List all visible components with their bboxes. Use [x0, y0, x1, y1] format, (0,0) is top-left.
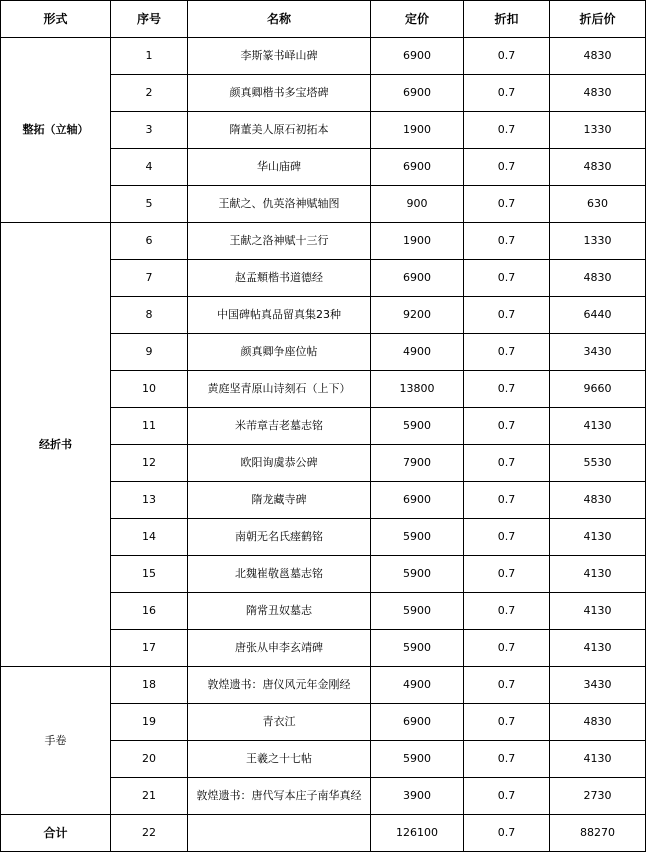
final-price-cell: 1330 [550, 223, 646, 260]
seq-cell: 12 [111, 445, 188, 482]
final-price-cell: 2730 [550, 778, 646, 815]
seq-cell: 1 [111, 38, 188, 75]
seq-cell: 9 [111, 334, 188, 371]
price-cell: 5900 [371, 556, 464, 593]
seq-cell: 2 [111, 75, 188, 112]
name-cell: 王献之洛神赋十三行 [188, 223, 371, 260]
total-name-cell [188, 815, 371, 852]
final-price-cell: 4830 [550, 260, 646, 297]
name-cell: 颜真卿争座位帖 [188, 334, 371, 371]
name-cell: 隋龙藏寺碑 [188, 482, 371, 519]
name-cell: 赵孟頫楷书道德经 [188, 260, 371, 297]
price-cell: 6900 [371, 38, 464, 75]
name-cell: 王羲之十七帖 [188, 741, 371, 778]
price-cell: 6900 [371, 149, 464, 186]
final-price-cell: 4830 [550, 75, 646, 112]
price-cell: 4900 [371, 667, 464, 704]
total-row [1, 815, 646, 852]
final-price-cell: 9660 [550, 371, 646, 408]
table-row [1, 223, 646, 260]
discount-cell: 0.7 [464, 371, 550, 408]
price-cell: 4900 [371, 334, 464, 371]
discount-cell: 0.7 [464, 482, 550, 519]
discount-cell: 0.7 [464, 112, 550, 149]
final-price-cell: 4130 [550, 741, 646, 778]
final-price-cell: 6440 [550, 297, 646, 334]
seq-cell: 10 [111, 371, 188, 408]
discount-cell: 0.7 [464, 741, 550, 778]
header-form: 形式 [1, 1, 111, 38]
name-cell: 隋常丑奴墓志 [188, 593, 371, 630]
name-cell: 敦煌遗书：唐代写本庄子南华真经 [188, 778, 371, 815]
discount-cell: 0.7 [464, 778, 550, 815]
header-row [1, 1, 646, 38]
seq-cell: 20 [111, 741, 188, 778]
final-price-cell: 3430 [550, 334, 646, 371]
seq-cell: 5 [111, 186, 188, 223]
name-cell: 青衣江 [188, 704, 371, 741]
total-label: 合计 [1, 815, 111, 852]
group-label: 手卷 [1, 667, 111, 815]
price-cell: 1900 [371, 112, 464, 149]
group-label: 整拓（立轴） [1, 38, 111, 223]
discount-cell: 0.7 [464, 704, 550, 741]
name-cell: 颜真卿楷书多宝塔碑 [188, 75, 371, 112]
seq-cell: 14 [111, 519, 188, 556]
price-cell: 6900 [371, 704, 464, 741]
price-cell: 6900 [371, 482, 464, 519]
name-cell: 米芾章吉老墓志铭 [188, 408, 371, 445]
name-cell: 华山庙碑 [188, 149, 371, 186]
discount-cell: 0.7 [464, 75, 550, 112]
price-cell: 5900 [371, 408, 464, 445]
final-price-cell: 4830 [550, 149, 646, 186]
seq-cell: 11 [111, 408, 188, 445]
seq-cell: 7 [111, 260, 188, 297]
price-cell: 13800 [371, 371, 464, 408]
seq-cell: 15 [111, 556, 188, 593]
name-cell: 南朝无名氏瘗鹤铭 [188, 519, 371, 556]
price-cell: 7900 [371, 445, 464, 482]
final-price-cell: 4130 [550, 556, 646, 593]
total-discount-cell: 0.7 [464, 815, 550, 852]
name-cell: 黄庭坚青原山诗刻石（上下） [188, 371, 371, 408]
discount-cell: 0.7 [464, 445, 550, 482]
price-cell: 5900 [371, 741, 464, 778]
discount-cell: 0.7 [464, 149, 550, 186]
header-seq: 序号 [111, 1, 188, 38]
seq-cell: 16 [111, 593, 188, 630]
discount-cell: 0.7 [464, 223, 550, 260]
name-cell: 欧阳询虞恭公碑 [188, 445, 371, 482]
final-price-cell: 1330 [550, 112, 646, 149]
discount-cell: 0.7 [464, 260, 550, 297]
discount-cell: 0.7 [464, 519, 550, 556]
price-cell: 3900 [371, 778, 464, 815]
seq-cell: 6 [111, 223, 188, 260]
final-price-cell: 4130 [550, 408, 646, 445]
final-price-cell: 4130 [550, 630, 646, 667]
final-price-cell: 4830 [550, 704, 646, 741]
discount-cell: 0.7 [464, 408, 550, 445]
table-row [1, 38, 646, 75]
header-discount: 折扣 [464, 1, 550, 38]
seq-cell: 19 [111, 704, 188, 741]
header-price: 定价 [371, 1, 464, 38]
name-cell: 李斯篆书峄山碑 [188, 38, 371, 75]
discount-cell: 0.7 [464, 334, 550, 371]
final-price-cell: 4130 [550, 519, 646, 556]
final-price-cell: 3430 [550, 667, 646, 704]
name-cell: 敦煌遗书：唐仪风元年金刚经 [188, 667, 371, 704]
seq-cell: 4 [111, 149, 188, 186]
final-price-cell: 4830 [550, 482, 646, 519]
name-cell: 中国碑帖真品留真集23种 [188, 297, 371, 334]
discount-cell: 0.7 [464, 630, 550, 667]
final-price-cell: 5530 [550, 445, 646, 482]
header-name: 名称 [188, 1, 371, 38]
discount-cell: 0.7 [464, 297, 550, 334]
total-seq-cell: 22 [111, 815, 188, 852]
seq-cell: 21 [111, 778, 188, 815]
total-final-price-cell: 88270 [550, 815, 646, 852]
discount-cell: 0.7 [464, 593, 550, 630]
price-cell: 1900 [371, 223, 464, 260]
price-cell: 5900 [371, 593, 464, 630]
seq-cell: 8 [111, 297, 188, 334]
name-cell: 唐张从申李玄靖碑 [188, 630, 371, 667]
price-cell: 900 [371, 186, 464, 223]
name-cell: 北魏崔敬邕墓志铭 [188, 556, 371, 593]
header-final-price: 折后价 [550, 1, 646, 38]
discount-cell: 0.7 [464, 667, 550, 704]
price-cell: 5900 [371, 519, 464, 556]
discount-cell: 0.7 [464, 186, 550, 223]
final-price-cell: 630 [550, 186, 646, 223]
discount-cell: 0.7 [464, 38, 550, 75]
seq-cell: 17 [111, 630, 188, 667]
final-price-cell: 4130 [550, 593, 646, 630]
seq-cell: 13 [111, 482, 188, 519]
price-cell: 6900 [371, 260, 464, 297]
total-price-cell: 126100 [371, 815, 464, 852]
name-cell: 王献之、仇英洛神赋轴图 [188, 186, 371, 223]
price-cell: 9200 [371, 297, 464, 334]
discount-cell: 0.7 [464, 556, 550, 593]
seq-cell: 3 [111, 112, 188, 149]
price-cell: 5900 [371, 630, 464, 667]
name-cell: 隋董美人原石初拓本 [188, 112, 371, 149]
price-cell: 6900 [371, 75, 464, 112]
seq-cell: 18 [111, 667, 188, 704]
final-price-cell: 4830 [550, 38, 646, 75]
table-row [1, 667, 646, 704]
group-label: 经折书 [1, 223, 111, 667]
